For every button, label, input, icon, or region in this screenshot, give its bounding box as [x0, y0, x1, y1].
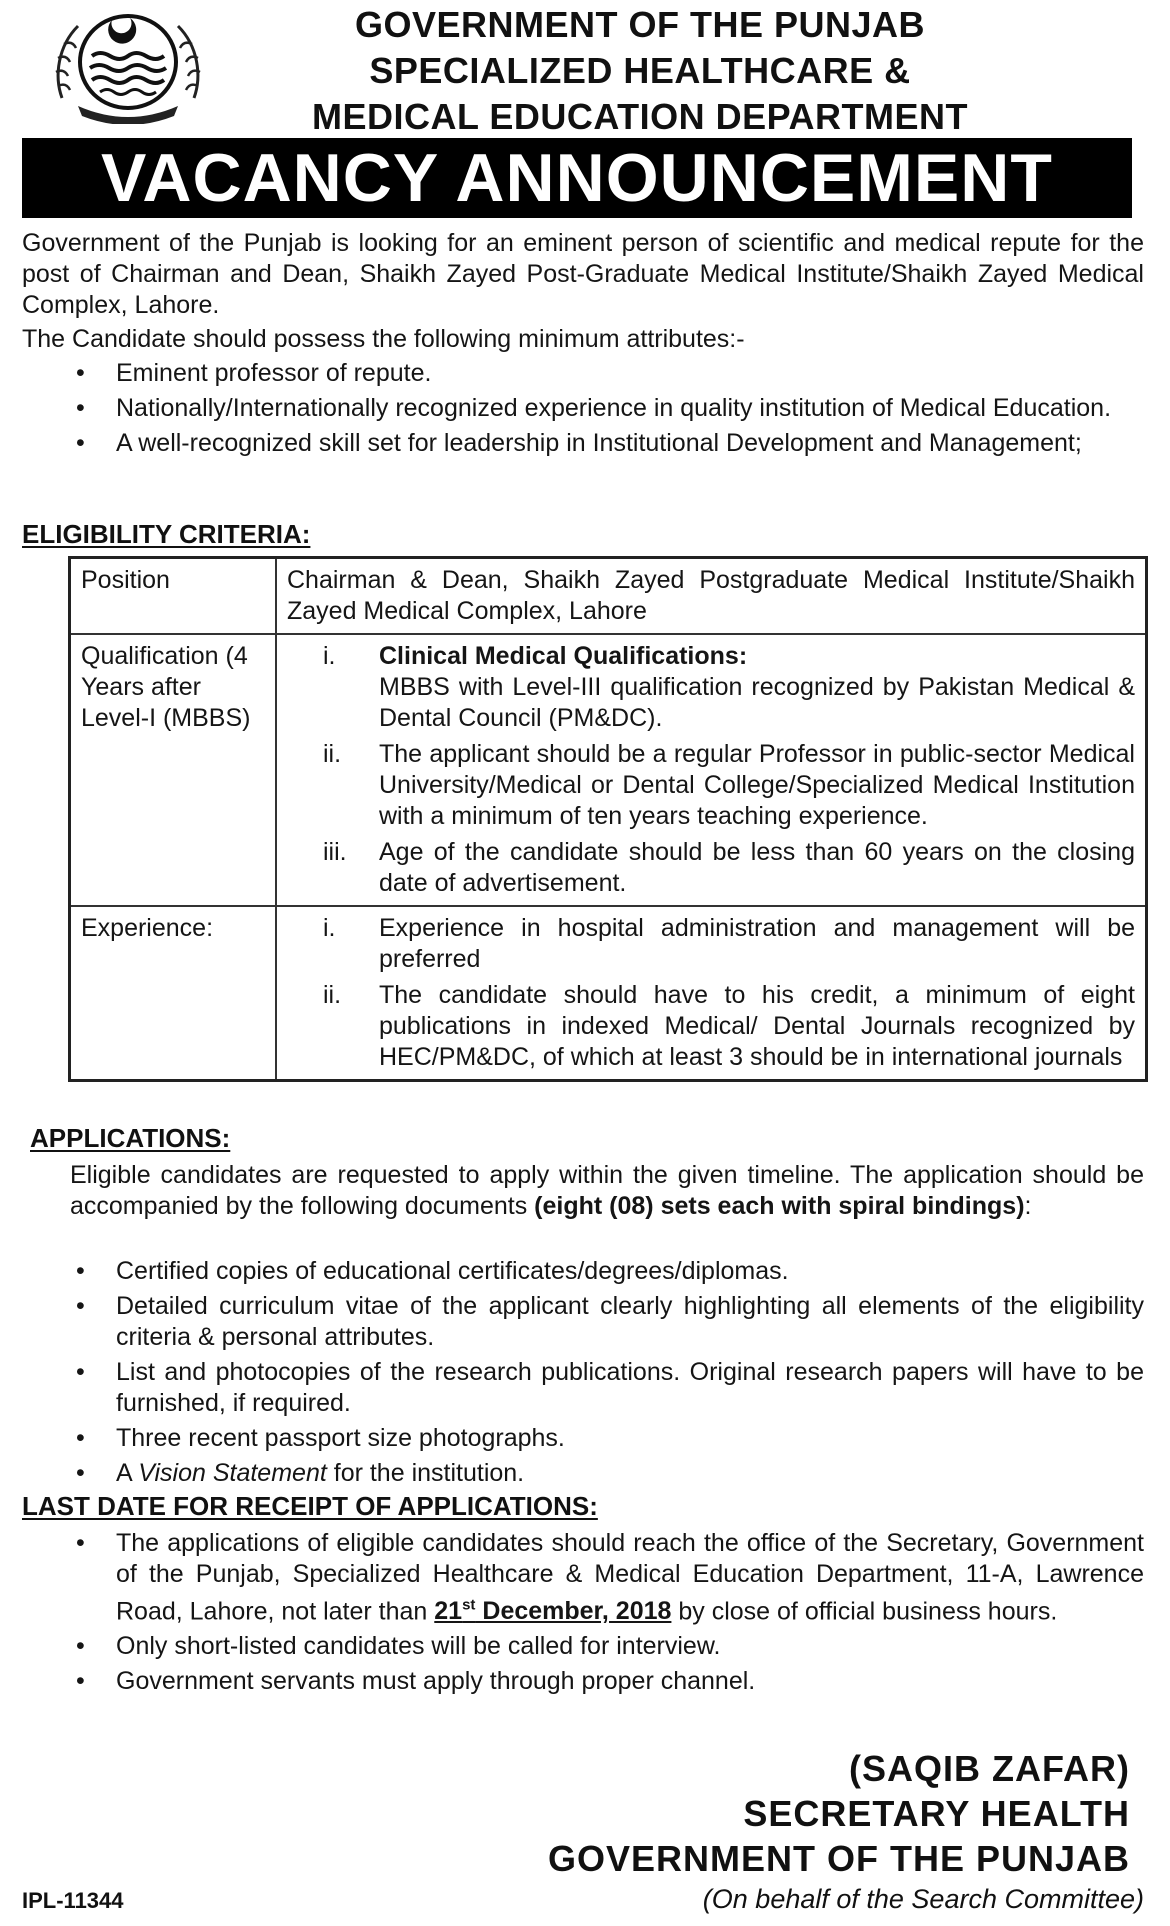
department-header: [230, 2, 1050, 140]
punjab-emblem-icon: [48, 6, 208, 124]
list-item: • Eminent professor of repute.: [76, 359, 432, 387]
experience-label: Experience:: [70, 906, 277, 1081]
ipl-code: IPL-11344: [22, 1888, 124, 1913]
experience-item: ii. The candidate should have to his credit, a minimum of eight publications in indexed Medical/ Dental Journals recognized by HEC/PM&DC, of which at least 3 should be in international journals: [323, 981, 1135, 1071]
table-row: [70, 634, 1147, 906]
signatory-title: SECRETARY HEALTH: [743, 1793, 1130, 1834]
attributes-heading: The Candidate should possess the following minimum attributes:-: [22, 325, 745, 353]
qualification-item: ii. The applicant should be a regular Professor in public-sector Medical University/Medical or Dental College/Specialized Medical Institution with a minimum of ten years teaching experience.: [323, 740, 1135, 830]
table-row: [70, 906, 1147, 1081]
list-item: • Certified copies of educational certificates/degrees/diplomas.: [76, 1257, 789, 1285]
documents-list: [76, 1256, 1144, 1493]
list-item: • The applications of eligible candidates should reach the office of the Secretary, Government of the Punjab, Specialized Healthcare & Medical Education Department, 11-A, Lawrence Road, Lahore, not later than 21st December, 2018 by close of official business hours.: [76, 1529, 1144, 1626]
experience-item: i. Experience in hospital administration and management will be preferred: [323, 914, 1135, 973]
list-item: • Only short-listed candidates will be called for interview.: [76, 1632, 721, 1661]
position-label: Position: [70, 558, 277, 635]
list-item: • List and photocopies of the research publications. Original research papers will have to be furnished, if required.: [76, 1358, 1144, 1417]
applications-title: APPLICATIONS:: [30, 1123, 231, 1153]
position-value: Chairman & Dean, Shaikh Zayed Postgraduate Medical Institute/Shaikh Zayed Medical Complex, Lahore: [276, 558, 1147, 635]
eligibility-table: [68, 556, 1148, 1082]
list-item: • Three recent passport size photographs.: [76, 1424, 565, 1452]
signature-block: [548, 1746, 1130, 1881]
list-item: • A Vision Statement for the institution.: [76, 1459, 525, 1487]
eligibility-title: ELIGIBILITY CRITERIA:: [22, 519, 311, 549]
closing-date: 21st December, 2018: [434, 1597, 672, 1626]
qualification-cell: [276, 634, 1147, 906]
signatory-org: GOVERNMENT OF THE PUNJAB: [547, 1838, 1130, 1879]
qualification-label: Qualification (4 Years after Level-I (MBBS): [70, 634, 277, 906]
last-date-title: LAST DATE FOR RECEIPT OF APPLICATIONS:: [22, 1491, 598, 1521]
header-specialized: SPECIALIZED HEALTHCARE &: [369, 50, 911, 91]
list-item: • Government servants must apply through proper channel.: [76, 1667, 756, 1696]
table-row: [70, 558, 1147, 635]
list-item: • A well-recognized skill set for leadership in Institutional Development and Management;: [76, 429, 1082, 457]
qualification-heading: Clinical Medical Qualifications:: [379, 642, 748, 670]
last-date-list: [76, 1528, 1144, 1701]
vacancy-banner: VACANCY ANNOUNCEMENT: [22, 138, 1132, 218]
qualification-item: i. Clinical Medical Qualifications: MBBS with Level-III qualification recognized by Pakistan Medical & Dental Council (PM&DC).: [323, 642, 1135, 732]
applications-intro: Eligible candidates are requested to apply within the given timeline. The application should be accompanied by the following documents (eight (08) sets each with spiral bindings):: [70, 1161, 1144, 1220]
signatory-name: (SAQIB ZAFAR): [849, 1748, 1130, 1789]
attributes-list: [76, 358, 1144, 463]
header-government: GOVERNMENT OF THE PUNJAB: [354, 4, 926, 45]
header-department: MEDICAL EDUCATION DEPARTMENT: [312, 96, 968, 137]
list-item: • Detailed curriculum vitae of the applicant clearly highlighting all elements of the eligibility criteria & personal attributes.: [76, 1292, 1144, 1351]
intro-paragraph: Government of the Punjab is looking for an eminent person of scientific and medical repute for the post of Chairman and Dean, Shaikh Zayed Post-Graduate Medical Institute/Shaikh Zayed Medical Complex, Lahore.: [22, 229, 1144, 319]
qualification-item: iii. Age of the candidate should be less than 60 years on the closing date of advertisement.: [323, 838, 1135, 897]
experience-cell: [276, 906, 1147, 1081]
behalf-note: (On behalf of the Search Committee): [702, 1884, 1144, 1914]
list-item: • Nationally/Internationally recognized experience in quality institution of Medical Education.: [76, 394, 1112, 422]
